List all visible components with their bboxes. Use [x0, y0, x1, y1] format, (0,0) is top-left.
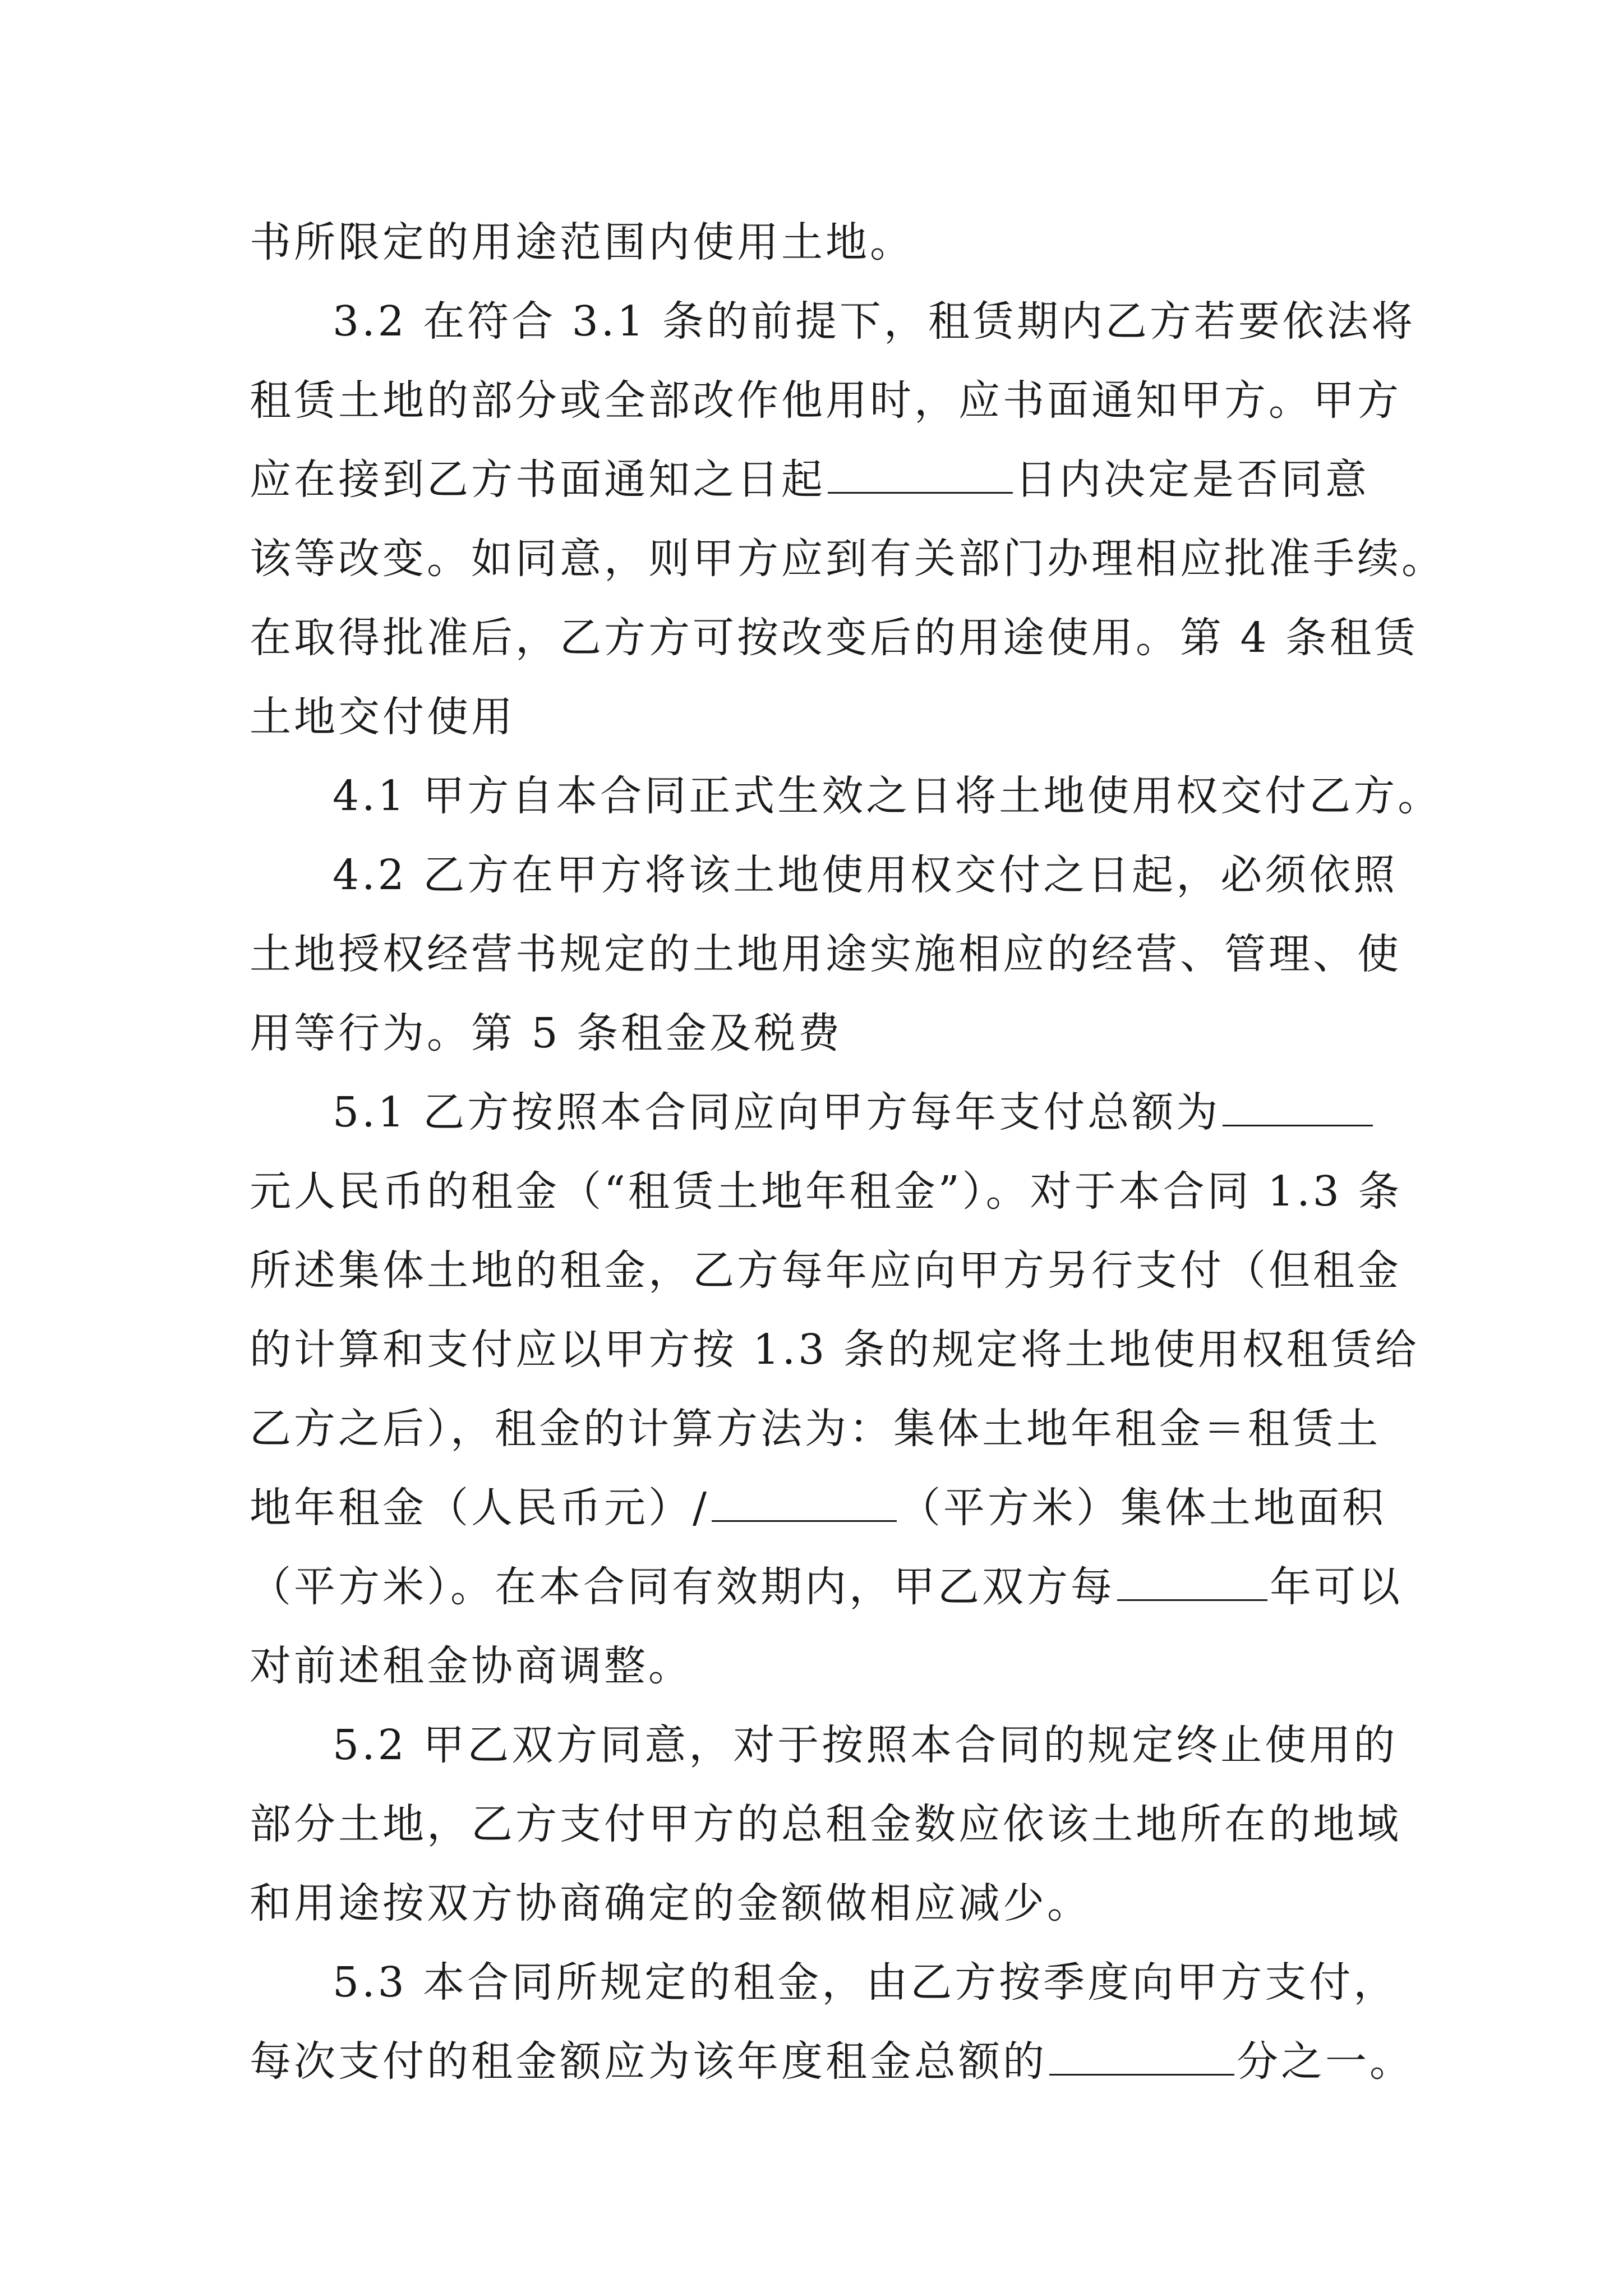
clause-4-1-line: 4.1 甲方自本合同正式生效之日将土地使用权交付乙方。: [333, 772, 1442, 820]
fill-in-blank: [828, 450, 1013, 494]
clause-5-2-line: 5.2 甲乙双方同意，对于按照本合同的规定终止使用的: [333, 1721, 1398, 1769]
paragraph-line: 租赁土地的部分或全部改作他用时，应书面通知甲方。甲方: [250, 376, 1401, 425]
paragraph-line: 部分土地，乙方支付甲方的总租金数应依该土地所在的地域: [250, 1800, 1401, 1848]
document-body: [250, 203, 1446, 2101]
fill-in-blank: [1117, 1558, 1267, 1601]
paragraph-line: 每次支付的租金额应为该年度租金总额的 分之一。: [250, 2022, 1388, 2101]
clause-5-3-line: 5.3 本合同所规定的租金，由乙方按季度向甲方支付，: [333, 1958, 1398, 2007]
paragraph-line: 的计算和支付应以甲方按 1.3 条的规定将土地使用权租赁给: [250, 1326, 1419, 1374]
paragraph-line: 该等改变。如同意，则甲方应到有关部门办理相应批准手续。: [250, 535, 1446, 583]
paragraph-line: 元人民币的租金（“租赁土地年租金”）。对于本合同 1.3 条: [250, 1167, 1403, 1216]
clause-4-2-line: 4.2 乙方在甲方将该土地使用权交付之日起，必须依照: [333, 851, 1398, 899]
paragraph-line: （平方米）。在本合同有效期内，甲乙双方每 年可以: [250, 1548, 1388, 1627]
fill-in-blank: [1223, 1083, 1373, 1126]
paragraph-line: 应在接到乙方书面通知之日起 日内决定是否同意: [250, 440, 1388, 519]
paragraph-line: 和用途按双方协商确定的金额做相应减少。: [250, 1879, 1091, 1927]
fill-in-blank: [712, 1479, 897, 1522]
clause-5-1-line: 5.1 乙方按照本合同应向甲方每年支付总额为: [250, 1073, 1388, 1152]
paragraph-line: 书所限定的用途范围内使用土地。: [250, 218, 914, 266]
clause-3-2-line: 3.2 在符合 3.1 条的前提下，租赁期内乙方若要依法将: [333, 297, 1415, 346]
paragraph-line: 所述集体土地的租金，乙方每年应向甲方另行支付（但租金: [250, 1246, 1401, 1295]
fill-in-blank: [1049, 2032, 1234, 2076]
paragraph-line: 在取得批准后，乙方方可按改变后的用途使用。第 4 条租赁: [250, 614, 1419, 662]
paragraph-line: 地年租金（人民币元）/ （平方米）集体土地面积: [250, 1469, 1388, 1548]
paragraph-line: 用等行为。第 5 条租金及税费: [250, 1009, 843, 1057]
paragraph-line: 乙方之后），租金的计算方法为：集体土地年租金＝租赁土: [250, 1405, 1381, 1453]
paragraph-line: 土地授权经营书规定的土地用途实施相应的经营、管理、使: [250, 930, 1401, 978]
paragraph-line: 土地交付使用: [250, 693, 515, 741]
paragraph-line: 对前述租金协商调整。: [250, 1642, 693, 1690]
